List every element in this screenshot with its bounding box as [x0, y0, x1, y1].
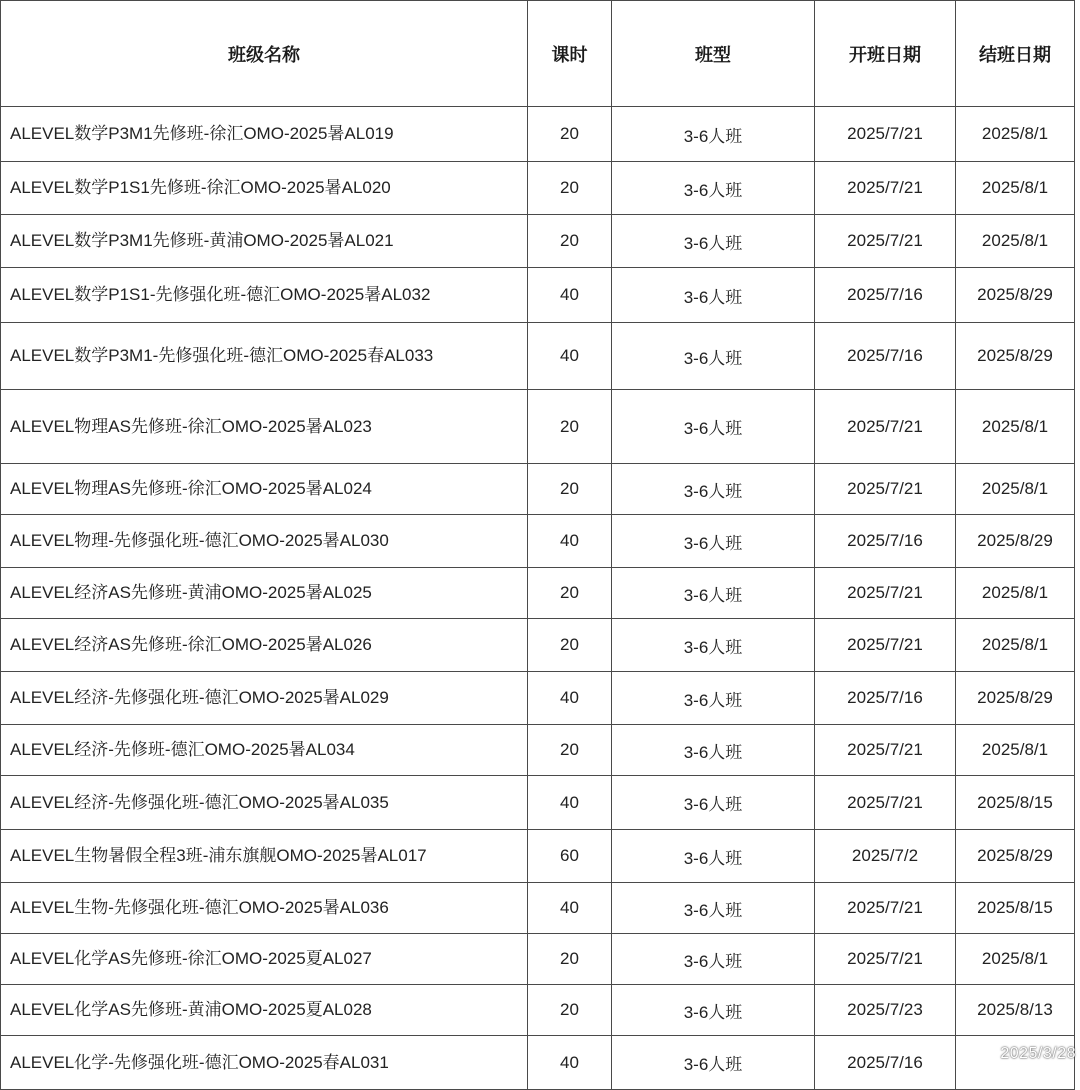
cell-end-date: 2025/8/15: [956, 883, 1075, 934]
cell-start-date: 2025/7/21: [815, 162, 956, 215]
cell-class-type: 3-6人班: [612, 268, 815, 323]
cell-start-date: 2025/7/16: [815, 672, 956, 725]
cell-class-name: ALEVEL物理AS先修班-徐汇OMO-2025暑AL024: [1, 464, 528, 515]
table-row: [1, 776, 1075, 830]
cell-start-date: 2025/7/21: [815, 776, 956, 830]
table-row: [1, 162, 1075, 215]
cell-class-name: ALEVEL化学AS先修班-黄浦OMO-2025夏AL028: [1, 985, 528, 1036]
cell-class-name: ALEVEL经济AS先修班-徐汇OMO-2025暑AL026: [1, 619, 528, 672]
cell-class-type: 3-6人班: [612, 725, 815, 776]
table-row: [1, 830, 1075, 883]
cell-class-name: ALEVEL生物-先修强化班-德汇OMO-2025暑AL036: [1, 883, 528, 934]
cell-start-date: 2025/7/21: [815, 934, 956, 985]
cell-end-date: 2025/8/29: [956, 515, 1075, 568]
cell-class-name: ALEVEL物理-先修强化班-德汇OMO-2025暑AL030: [1, 515, 528, 568]
cell-class-type: 3-6人班: [612, 568, 815, 619]
cell-start-date: 2025/7/16: [815, 515, 956, 568]
cell-end-date: 2025/8/29: [956, 268, 1075, 323]
table-row: [1, 215, 1075, 268]
cell-class-type: 3-6人班: [612, 883, 815, 934]
cell-start-date: 2025/7/16: [815, 1036, 956, 1090]
table-row: [1, 883, 1075, 934]
cell-end-date: 2025/8/1: [956, 568, 1075, 619]
cell-end-date: 2025/8/1: [956, 390, 1075, 464]
cell-end-date: 2025/8/29: [956, 323, 1075, 390]
cell-hours: 20: [528, 390, 612, 464]
header-class-name: 班级名称: [1, 1, 528, 107]
cell-start-date: 2025/7/21: [815, 568, 956, 619]
cell-class-name: ALEVEL数学P3M1先修班-徐汇OMO-2025暑AL019: [1, 107, 528, 162]
cell-hours: 20: [528, 619, 612, 672]
cell-end-date: 2025/8/29: [956, 830, 1075, 883]
cell-start-date: 2025/7/21: [815, 725, 956, 776]
cell-class-type: 3-6人班: [612, 619, 815, 672]
cell-hours: 40: [528, 323, 612, 390]
cell-class-name: ALEVEL化学AS先修班-徐汇OMO-2025夏AL027: [1, 934, 528, 985]
cell-start-date: 2025/7/21: [815, 883, 956, 934]
cell-hours: 20: [528, 934, 612, 985]
cell-class-type: 3-6人班: [612, 515, 815, 568]
table-row: [1, 985, 1075, 1036]
header-start-date: 开班日期: [815, 1, 956, 107]
cell-start-date: 2025/7/21: [815, 390, 956, 464]
cell-end-date: 2025/8/29: [956, 672, 1075, 725]
table-row: [1, 725, 1075, 776]
table-row: [1, 1036, 1075, 1090]
cell-hours: 20: [528, 985, 612, 1036]
table-row: [1, 934, 1075, 985]
header-hours: 课时: [528, 1, 612, 107]
table-header-row: [1, 1, 1075, 107]
table-body: [1, 107, 1075, 1090]
cell-start-date: 2025/7/23: [815, 985, 956, 1036]
cell-hours: 20: [528, 464, 612, 515]
cell-end-date: 2025/8/1: [956, 464, 1075, 515]
table-row: [1, 464, 1075, 515]
cell-class-type: 3-6人班: [612, 830, 815, 883]
cell-class-type: 3-6人班: [612, 390, 815, 464]
table-row: [1, 568, 1075, 619]
table-row: [1, 619, 1075, 672]
cell-class-name: ALEVEL化学-先修强化班-德汇OMO-2025春AL031: [1, 1036, 528, 1090]
cell-class-name: ALEVEL数学P3M1先修班-黄浦OMO-2025暑AL021: [1, 215, 528, 268]
cell-hours: 40: [528, 268, 612, 323]
cell-class-type: 3-6人班: [612, 985, 815, 1036]
cell-start-date: 2025/7/21: [815, 215, 956, 268]
cell-class-type: 3-6人班: [612, 934, 815, 985]
table-row: [1, 515, 1075, 568]
cell-start-date: 2025/7/16: [815, 268, 956, 323]
cell-end-date: 2025/8/1: [956, 162, 1075, 215]
cell-hours: 20: [528, 107, 612, 162]
cell-hours: 40: [528, 515, 612, 568]
date-watermark: 2025/3/28: [1000, 1045, 1076, 1062]
cell-hours: 40: [528, 1036, 612, 1090]
cell-start-date: 2025/7/21: [815, 464, 956, 515]
table-row: [1, 268, 1075, 323]
cell-end-date: 2025/8/1: [956, 934, 1075, 985]
cell-class-name: ALEVEL数学P3M1-先修强化班-德汇OMO-2025春AL033: [1, 323, 528, 390]
cell-end-date: 2025/8/1: [956, 107, 1075, 162]
table-row: [1, 672, 1075, 725]
table-row: [1, 107, 1075, 162]
cell-start-date: 2025/7/16: [815, 323, 956, 390]
header-class-type: 班型: [612, 1, 815, 107]
cell-start-date: 2025/7/21: [815, 107, 956, 162]
cell-end-date: 2025/8/1: [956, 215, 1075, 268]
cell-hours: 20: [528, 162, 612, 215]
cell-class-type: 3-6人班: [612, 323, 815, 390]
cell-class-type: 3-6人班: [612, 215, 815, 268]
cell-class-name: ALEVEL经济AS先修班-黄浦OMO-2025暑AL025: [1, 568, 528, 619]
cell-hours: 20: [528, 725, 612, 776]
cell-start-date: 2025/7/2: [815, 830, 956, 883]
header-end-date: 结班日期: [956, 1, 1075, 107]
table-row: [1, 390, 1075, 464]
cell-class-type: 3-6人班: [612, 464, 815, 515]
cell-hours: 20: [528, 568, 612, 619]
cell-class-name: ALEVEL生物暑假全程3班-浦东旗舰OMO-2025暑AL017: [1, 830, 528, 883]
cell-class-type: 3-6人班: [612, 672, 815, 725]
cell-class-type: 3-6人班: [612, 162, 815, 215]
cell-class-name: ALEVEL经济-先修强化班-德汇OMO-2025暑AL029: [1, 672, 528, 725]
cell-class-name: ALEVEL数学P1S1先修班-徐汇OMO-2025暑AL020: [1, 162, 528, 215]
cell-start-date: 2025/7/21: [815, 619, 956, 672]
cell-hours: 40: [528, 776, 612, 830]
cell-class-name: ALEVEL经济-先修班-德汇OMO-2025暑AL034: [1, 725, 528, 776]
cell-hours: 60: [528, 830, 612, 883]
table-row: [1, 323, 1075, 390]
cell-end-date: 2025/8/13: [956, 985, 1075, 1036]
cell-class-type: 3-6人班: [612, 107, 815, 162]
cell-class-name: ALEVEL经济-先修强化班-德汇OMO-2025暑AL035: [1, 776, 528, 830]
cell-end-date: 2025/8/1: [956, 725, 1075, 776]
cell-class-type: 3-6人班: [612, 776, 815, 830]
cell-hours: 40: [528, 883, 612, 934]
cell-class-type: 3-6人班: [612, 1036, 815, 1090]
cell-class-name: ALEVEL数学P1S1-先修强化班-德汇OMO-2025暑AL032: [1, 268, 528, 323]
cell-end-date: 2025/8/1: [956, 619, 1075, 672]
cell-hours: 40: [528, 672, 612, 725]
cell-hours: 20: [528, 215, 612, 268]
cell-class-name: ALEVEL物理AS先修班-徐汇OMO-2025暑AL023: [1, 390, 528, 464]
cell-end-date: 2025/8/15: [956, 776, 1075, 830]
